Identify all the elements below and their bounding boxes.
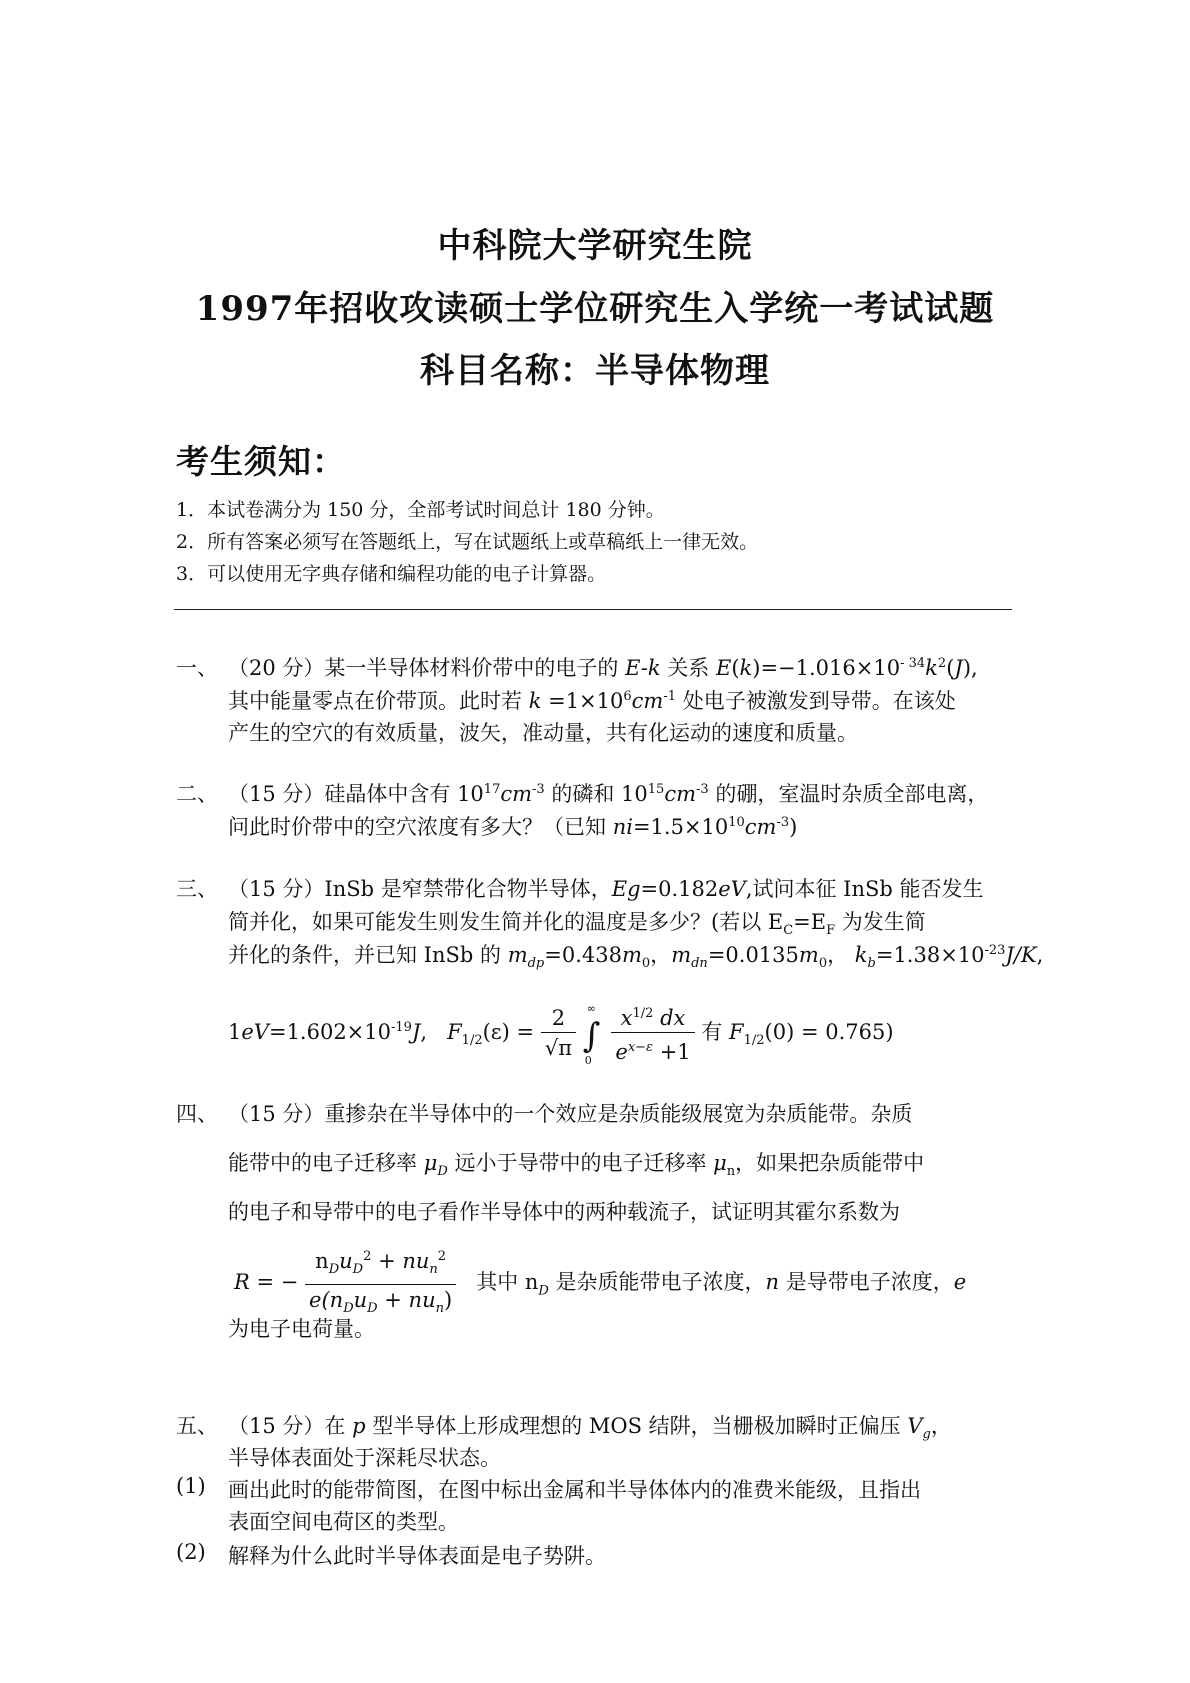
- header-title-line3: 科目名称：半导体物理: [420, 351, 770, 391]
- question-line: （20 分）某一半导体材料价带中的电子的 E-k 关系 $E(k)=-1.016\times 10^{- 34}k^2(J)$,: [228, 656, 978, 680]
- question-line: （15 分）InSb 是窄禁带化合物半导体，Eg=0.182eV,试问本征 InSb 能否发生: [228, 877, 984, 901]
- notice-item-2: 2．所有答案必须写在答题纸上，写在试题纸上或草稿纸上一律无效。: [176, 531, 759, 553]
- subquestion-line: 表面空间电荷区的类型。: [228, 1510, 459, 1534]
- notice-item-3: 3．可以使用无字典存储和编程功能的电子计算器。: [176, 563, 607, 585]
- question-number: 一、: [176, 656, 218, 680]
- question-line: 产生的空穴的有效质量，波矢，准动量，共有化运动的速度和质量。: [228, 721, 858, 745]
- question-line: 的电子和导带中的电子看作半导体中的两种载流子，试证明其霍尔系数为: [228, 1200, 900, 1224]
- fermi-integral-formula: $1eV=1.602\times 10^{-19}J$, $F_{1/2}(\varepsilon)$ = $\frac{2}{√\pi}$ ∞ ∫ 0 $\frac{x^{1/2} dx}{e^{x-\varepsilon} +1}$ 有 $F_{1/2}(0) = 0.765$): [228, 1001, 894, 1067]
- question-line: （15 分）重掺杂在半导体中的一个效应是杂质能级展宽为杂质能带。杂质: [228, 1102, 913, 1126]
- header-title-line2: 1997年招收攻读硕士学位研究生入学统一考试试题: [195, 289, 995, 329]
- question-line: 其中能量零点在价带顶。此时若 $k =1\times 10^6cm^{-1}$ 处电子被激发到导带。在该处: [228, 689, 956, 713]
- question-number: 五、: [176, 1414, 218, 1438]
- subquestion-number: (1): [176, 1474, 206, 1498]
- divider-rule: [174, 609, 1012, 610]
- notice-heading: 考生须知：: [176, 442, 346, 481]
- subquestion-line: 解释为什么此时半导体表面是电子势阱。: [228, 1544, 606, 1568]
- question-line: 能带中的电子迁移率 $\mu_D$ 远小于导带中的电子迁移率 $\mu_n$，如果把杂质能带中: [228, 1151, 925, 1180]
- question-line: 并化的条件，并已知 InSb 的 $m_{dp}=0.438m_0$，$m_{dn}=0.0135m_0$， $k_b=1.38\times 10^{-23}J/K$,: [228, 943, 1044, 972]
- question-number: 三、: [176, 877, 218, 901]
- question-line: （15 分）在 p 型半导体上形成理想的 MOS 结阱，当栅极加瞬时正偏压 $V_g$，: [228, 1414, 952, 1443]
- question-number: 四、: [176, 1102, 218, 1126]
- question-line: 为电子电荷量。: [228, 1317, 375, 1341]
- subquestion-number: (2): [176, 1540, 206, 1564]
- notice-item-1: 1．本试卷满分为 150 分，全部考试时间总计 180 分钟。: [176, 499, 665, 521]
- subquestion-line: 画出此时的能带简图，在图中标出金属和半导体体内的准费米能级，且指出: [228, 1478, 921, 1502]
- question-line: （15 分）硅晶体中含有 $10^{17}cm^{-3}$ 的磷和 $10^{15}cm^{-3}$ 的硼，室温时杂质全部电离，: [228, 782, 989, 806]
- question-line: 半导体表面处于深耗尽状态。: [228, 1446, 501, 1470]
- question-line: 简并化，如果可能发生则发生简并化的温度是多少？(若以 $E_C=E_F$ 为发生简: [228, 910, 926, 939]
- hall-coefficient-formula: R = − $\frac{n_Du_D^2 + nu_n^2}{e(n_Du_D + nu_n)}$ 其中 $n_D$ 是杂质能带电子浓度，n 是导带电子浓度，e: [234, 1243, 966, 1324]
- header-title-line1: 中科院大学研究生院: [437, 226, 753, 266]
- question-number: 二、: [176, 782, 218, 806]
- question-line: 问此时价带中的空穴浓度有多大？（已知 $ni=1.5\times 10^{10}cm^{-3}$): [228, 815, 798, 839]
